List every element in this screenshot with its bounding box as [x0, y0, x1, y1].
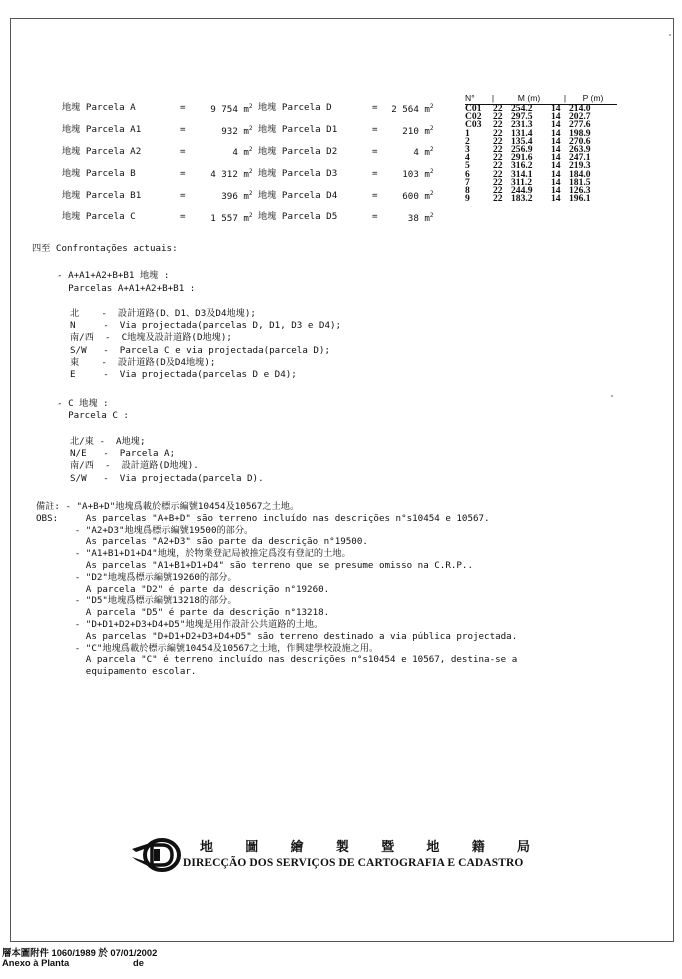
coordinate-value: 14	[551, 143, 561, 155]
text-line: N/E - Parcela A;	[70, 448, 176, 460]
parcel-area: 9 754 $m^2$	[210, 102, 253, 115]
coordinate-value: 22	[493, 152, 503, 164]
coordinates-rows	[465, 105, 617, 203]
parcel-cell: 地塊 Parcela D3 = 103 $m^2$	[258, 167, 434, 181]
parcel-row	[62, 184, 434, 206]
coordinate-value: 14	[551, 176, 561, 188]
coordinate-value: 314.1	[511, 168, 533, 180]
parcel-area: 4 $m^2$	[413, 146, 434, 159]
coordinate-value: 4	[465, 152, 470, 164]
coordinate-row	[465, 127, 617, 139]
agency-char: 暨	[381, 840, 395, 855]
coordinate-value: C01	[465, 103, 482, 114]
coordinate-value: 22	[493, 135, 503, 147]
coord-header-p: P (m)	[582, 93, 604, 103]
parcel-row	[62, 162, 434, 184]
coordinate-value: 256.9	[511, 143, 533, 155]
parcel-row	[62, 141, 434, 163]
coordinates-table	[465, 93, 617, 203]
scan-speck	[669, 34, 671, 36]
coordinate-value: 196.1	[569, 193, 591, 205]
annex-de: de	[133, 957, 144, 968]
parcel-area: 2 564 $m^2$	[391, 102, 434, 115]
text-line: 北 - 設計道路(D、D1、D3及D4地塊);	[70, 308, 256, 319]
coordinate-value: 2	[465, 135, 470, 147]
text-line: As parcelas "A2+D3" são parte da descrição n°19500.	[36, 536, 368, 548]
parcel-area: 210 $m^2$	[402, 124, 434, 137]
coordinate-value: 126.3	[569, 184, 591, 196]
parcel-label: 地塊 Parcela B	[62, 167, 136, 179]
parcel-cell: 地塊 Parcela D = 2 564 $m^2$	[258, 102, 434, 115]
agency-name-pt: DIRECÇÃO DOS SERVIÇOS DE CARTOGRAFIA E CADASTRO	[183, 857, 524, 869]
text-line: - "A1+B1+D1+D4"地塊，於物業登記局被推定爲沒有登記的土地。	[36, 548, 351, 560]
coordinate-value: 14	[551, 127, 561, 139]
coordinate-value: 1	[465, 127, 470, 139]
text-line: A parcela "D5" é parte da descrição n°13218.	[36, 607, 330, 619]
coordinate-value: 270.6	[569, 135, 591, 147]
parcel-cell: 地塊 Parcela B1 = 396 $m^2$	[62, 189, 253, 203]
coordinate-value: 22	[493, 184, 503, 196]
coordinate-value: 22	[493, 103, 503, 114]
coordinate-value: 22	[493, 127, 503, 139]
coordinate-value: 22	[493, 193, 503, 205]
coordinate-value: 263.9	[569, 143, 591, 155]
parcel-label: 地塊 Parcela D1	[258, 124, 338, 136]
parcel-cell: 地塊 Parcela B = 4 312 $m^2$	[62, 167, 253, 181]
text-line: - "A2+D3"地塊爲標示編號19500的部分。	[36, 524, 254, 536]
text-line: 南/西 - C地塊及設計道路(D地塊);	[70, 332, 232, 344]
annex-line-1: 層本圖附件 1060/1989 於 07/01/2002	[2, 947, 158, 958]
parcel-cell: 地塊 Parcela A1 = 932 $m^2$	[62, 124, 253, 137]
coordinate-value: 22	[493, 176, 503, 188]
coordinate-value: 14	[551, 103, 561, 114]
parcel-cell: 地塊 Parcela A2 = 4 $m^2$	[62, 145, 253, 159]
coordinate-value: 7	[465, 176, 470, 188]
coordinate-value: 22	[493, 143, 503, 155]
group2-boundaries	[70, 436, 264, 485]
coordinate-value: 3	[465, 143, 470, 155]
coordinate-value: 214.0	[569, 103, 591, 114]
parcel-area: 103 $m^2$	[402, 168, 434, 181]
coordinate-value: 135.4	[511, 135, 533, 147]
coordinate-value: C03	[465, 119, 482, 131]
text-line: 備註: - "A+B+D"地塊爲載於標示編號10454及10567之土地。	[36, 501, 300, 512]
text-line: - "C"地塊爲載於標示編號10454及10567之土地，作興建學校設施之用。	[36, 642, 379, 654]
parcel-row	[62, 119, 434, 141]
coordinate-value: 181.5	[569, 176, 591, 188]
coordinate-row	[465, 121, 617, 129]
coordinate-value: 6	[465, 168, 470, 180]
coordinate-value: 291.6	[511, 152, 533, 164]
coordinate-value: 202.7	[569, 111, 591, 123]
coordinate-value: 14	[551, 152, 561, 164]
coordinate-value: 14	[551, 119, 561, 131]
annex-line-2: Anexo à Planta	[2, 957, 70, 968]
parcel-label: 地塊 Parcela D3	[258, 167, 338, 179]
parcel-label: 地塊 Parcela A1	[62, 124, 142, 136]
agency-name-zh	[200, 836, 530, 855]
group1-boundaries	[70, 308, 341, 381]
agency-char: 籍	[471, 840, 485, 855]
coordinate-value: 8	[465, 184, 470, 196]
parcel-cell: 地塊 Parcela A = 9 754 $m^2$	[62, 102, 253, 115]
text-line: A parcela "C" é terreno incluído nas descrições n°s10454 e 10567, destina-se a	[36, 654, 518, 666]
group2-heading-pt: Parcela C :	[57, 410, 129, 421]
text-line: E - Via projectada(parcelas D e D4);	[70, 368, 297, 380]
coordinate-row	[465, 168, 617, 180]
agency-char: 繪	[290, 840, 304, 855]
coordinate-value: 311.2	[511, 176, 533, 188]
coordinate-row	[465, 176, 617, 188]
coordinate-value: 198.9	[569, 127, 591, 139]
text-line: 南/西 - 設計道路(D地塊).	[70, 460, 199, 472]
parcel-cell: 地塊 Parcela D2 = 4 $m^2$	[258, 145, 434, 159]
parcel-label: 地塊 Parcela D2	[258, 145, 338, 157]
coordinate-value: 131.4	[511, 127, 533, 139]
agency-char: 地	[200, 840, 214, 855]
coordinate-row	[465, 184, 617, 196]
coordinate-value: 219.3	[569, 160, 591, 172]
coordinate-value: 14	[551, 111, 561, 123]
group2-heading-zh: - C 地塊 :	[57, 398, 109, 409]
coordinate-value: C02	[465, 111, 482, 123]
coordinate-row	[465, 113, 617, 121]
parcel-label: 地塊 Parcela D5	[258, 211, 338, 223]
coord-header-m: M (m)	[517, 93, 541, 103]
text-line: As parcelas "A1+B1+D1+D4" são terreno que se presume omisso na C.R.P..	[36, 559, 473, 571]
text-line: S/W - Parcela C e via projectada(parcela D);	[70, 344, 330, 356]
observations	[36, 501, 517, 678]
parcel-label: 地塊 Parcela C	[62, 211, 136, 223]
coordinate-value: 14	[551, 184, 561, 196]
text-line: - "D5"地塊爲標示編號13218的部分。	[36, 595, 237, 607]
coordinate-row	[465, 154, 617, 162]
text-line: N - Via projectada(parcelas D, D1, D3 e D4);	[70, 320, 342, 332]
parcel-row	[62, 97, 434, 119]
coordinate-value: 22	[493, 111, 503, 123]
coordinate-value: 254.2	[511, 103, 533, 114]
agency-char: 圖	[245, 840, 259, 855]
coordinate-value: 22	[493, 119, 503, 131]
text-line: - "D2"地塊爲標示編號19260的部分。	[36, 571, 237, 583]
parcel-cell: 地塊 Parcela D1 = 210 $m^2$	[258, 124, 434, 137]
parcel-label: 地塊 Parcela A2	[62, 145, 142, 157]
coordinate-value: 244.9	[511, 184, 533, 196]
coordinate-row	[465, 162, 617, 170]
group1-heading-pt: Parcelas A+A1+A2+B+B1 :	[57, 283, 196, 294]
parcel-area: 4 $m^2$	[232, 146, 253, 159]
parcel-label: 地塊 Parcela A	[62, 102, 136, 114]
text-line: - "D+D1+D2+D3+D4+D5"地塊是用作設計公共道路的土地。	[36, 618, 324, 630]
coordinate-value: 22	[493, 160, 503, 172]
coordinate-row	[465, 105, 617, 113]
coordinate-value: 9	[465, 193, 470, 205]
coordinates-header: N° | M (m) | P (m)	[465, 93, 617, 105]
text-line: 北/東 - A地塊;	[70, 436, 146, 447]
parcel-area: 4 312 $m^2$	[210, 168, 253, 181]
coordinate-row	[465, 195, 617, 203]
dscc-logo-icon	[128, 837, 184, 873]
text-line: As parcelas "D+D1+D2+D3+D4+D5" são terreno destinado a via pública projectada.	[36, 630, 518, 642]
coordinate-value: 22	[493, 168, 503, 180]
coordinate-value: 184.0	[569, 168, 591, 180]
group1-heading-zh: - A+A1+A2+B+B1 地塊 :	[57, 270, 170, 281]
agency-char: 製	[335, 840, 349, 855]
annex-reference	[2, 948, 157, 968]
coordinate-value: 316.2	[511, 160, 533, 172]
coordinate-value: 297.5	[511, 111, 533, 123]
parcel-area: 932 $m^2$	[221, 124, 253, 137]
coordinate-row	[465, 135, 617, 147]
parcel-label: 地塊 Parcela D4	[258, 189, 338, 201]
parcel-area: 1 557 $m^2$	[210, 211, 253, 224]
coordinate-value: 14	[551, 160, 561, 172]
parcel-row	[62, 206, 434, 228]
text-line: OBS: As parcelas "A+B+D" são terreno incluído nas descrições n°s10454 e 10567.	[36, 512, 490, 524]
parcel-label: 地塊 Parcela B1	[62, 189, 142, 201]
parcel-area-table	[62, 97, 434, 228]
coordinate-row	[465, 143, 617, 155]
parcel-label: 地塊 Parcela D	[258, 102, 332, 114]
coord-header-n: N°	[465, 93, 475, 103]
text-line: 東 - 設計道路(D及D4地塊);	[70, 356, 216, 368]
coordinate-value: 277.6	[569, 119, 591, 131]
parcel-cell: 地塊 Parcela D5 = 38 $m^2$	[258, 211, 434, 224]
coordinate-value: 14	[551, 193, 561, 205]
text-line: S/W - Via projectada(parcela D).	[70, 472, 264, 484]
agency-char: 地	[426, 840, 440, 855]
scan-speck	[611, 395, 613, 397]
parcel-cell: 地塊 Parcela C = 1 557 $m^2$	[62, 211, 253, 224]
coordinate-value: 5	[465, 160, 470, 172]
parcel-area: 38 $m^2$	[407, 211, 434, 224]
confrontations-title: 四至 Confrontações actuais:	[32, 243, 178, 254]
coordinate-value: 183.2	[511, 193, 533, 205]
coordinate-value: 14	[551, 168, 561, 180]
coordinate-value: 247.1	[569, 152, 591, 164]
text-line: A parcela "D2" é parte da descrição n°19260.	[36, 583, 330, 595]
coordinate-value: 231.3	[511, 119, 533, 131]
parcel-cell: 地塊 Parcela D4 = 600 $m^2$	[258, 189, 434, 203]
coordinate-value: 14	[551, 135, 561, 147]
parcel-area: 600 $m^2$	[402, 190, 434, 203]
agency-char: 局	[516, 840, 530, 855]
parcel-area: 396 $m^2$	[221, 190, 253, 203]
text-line: equipamento escolar.	[36, 666, 197, 678]
